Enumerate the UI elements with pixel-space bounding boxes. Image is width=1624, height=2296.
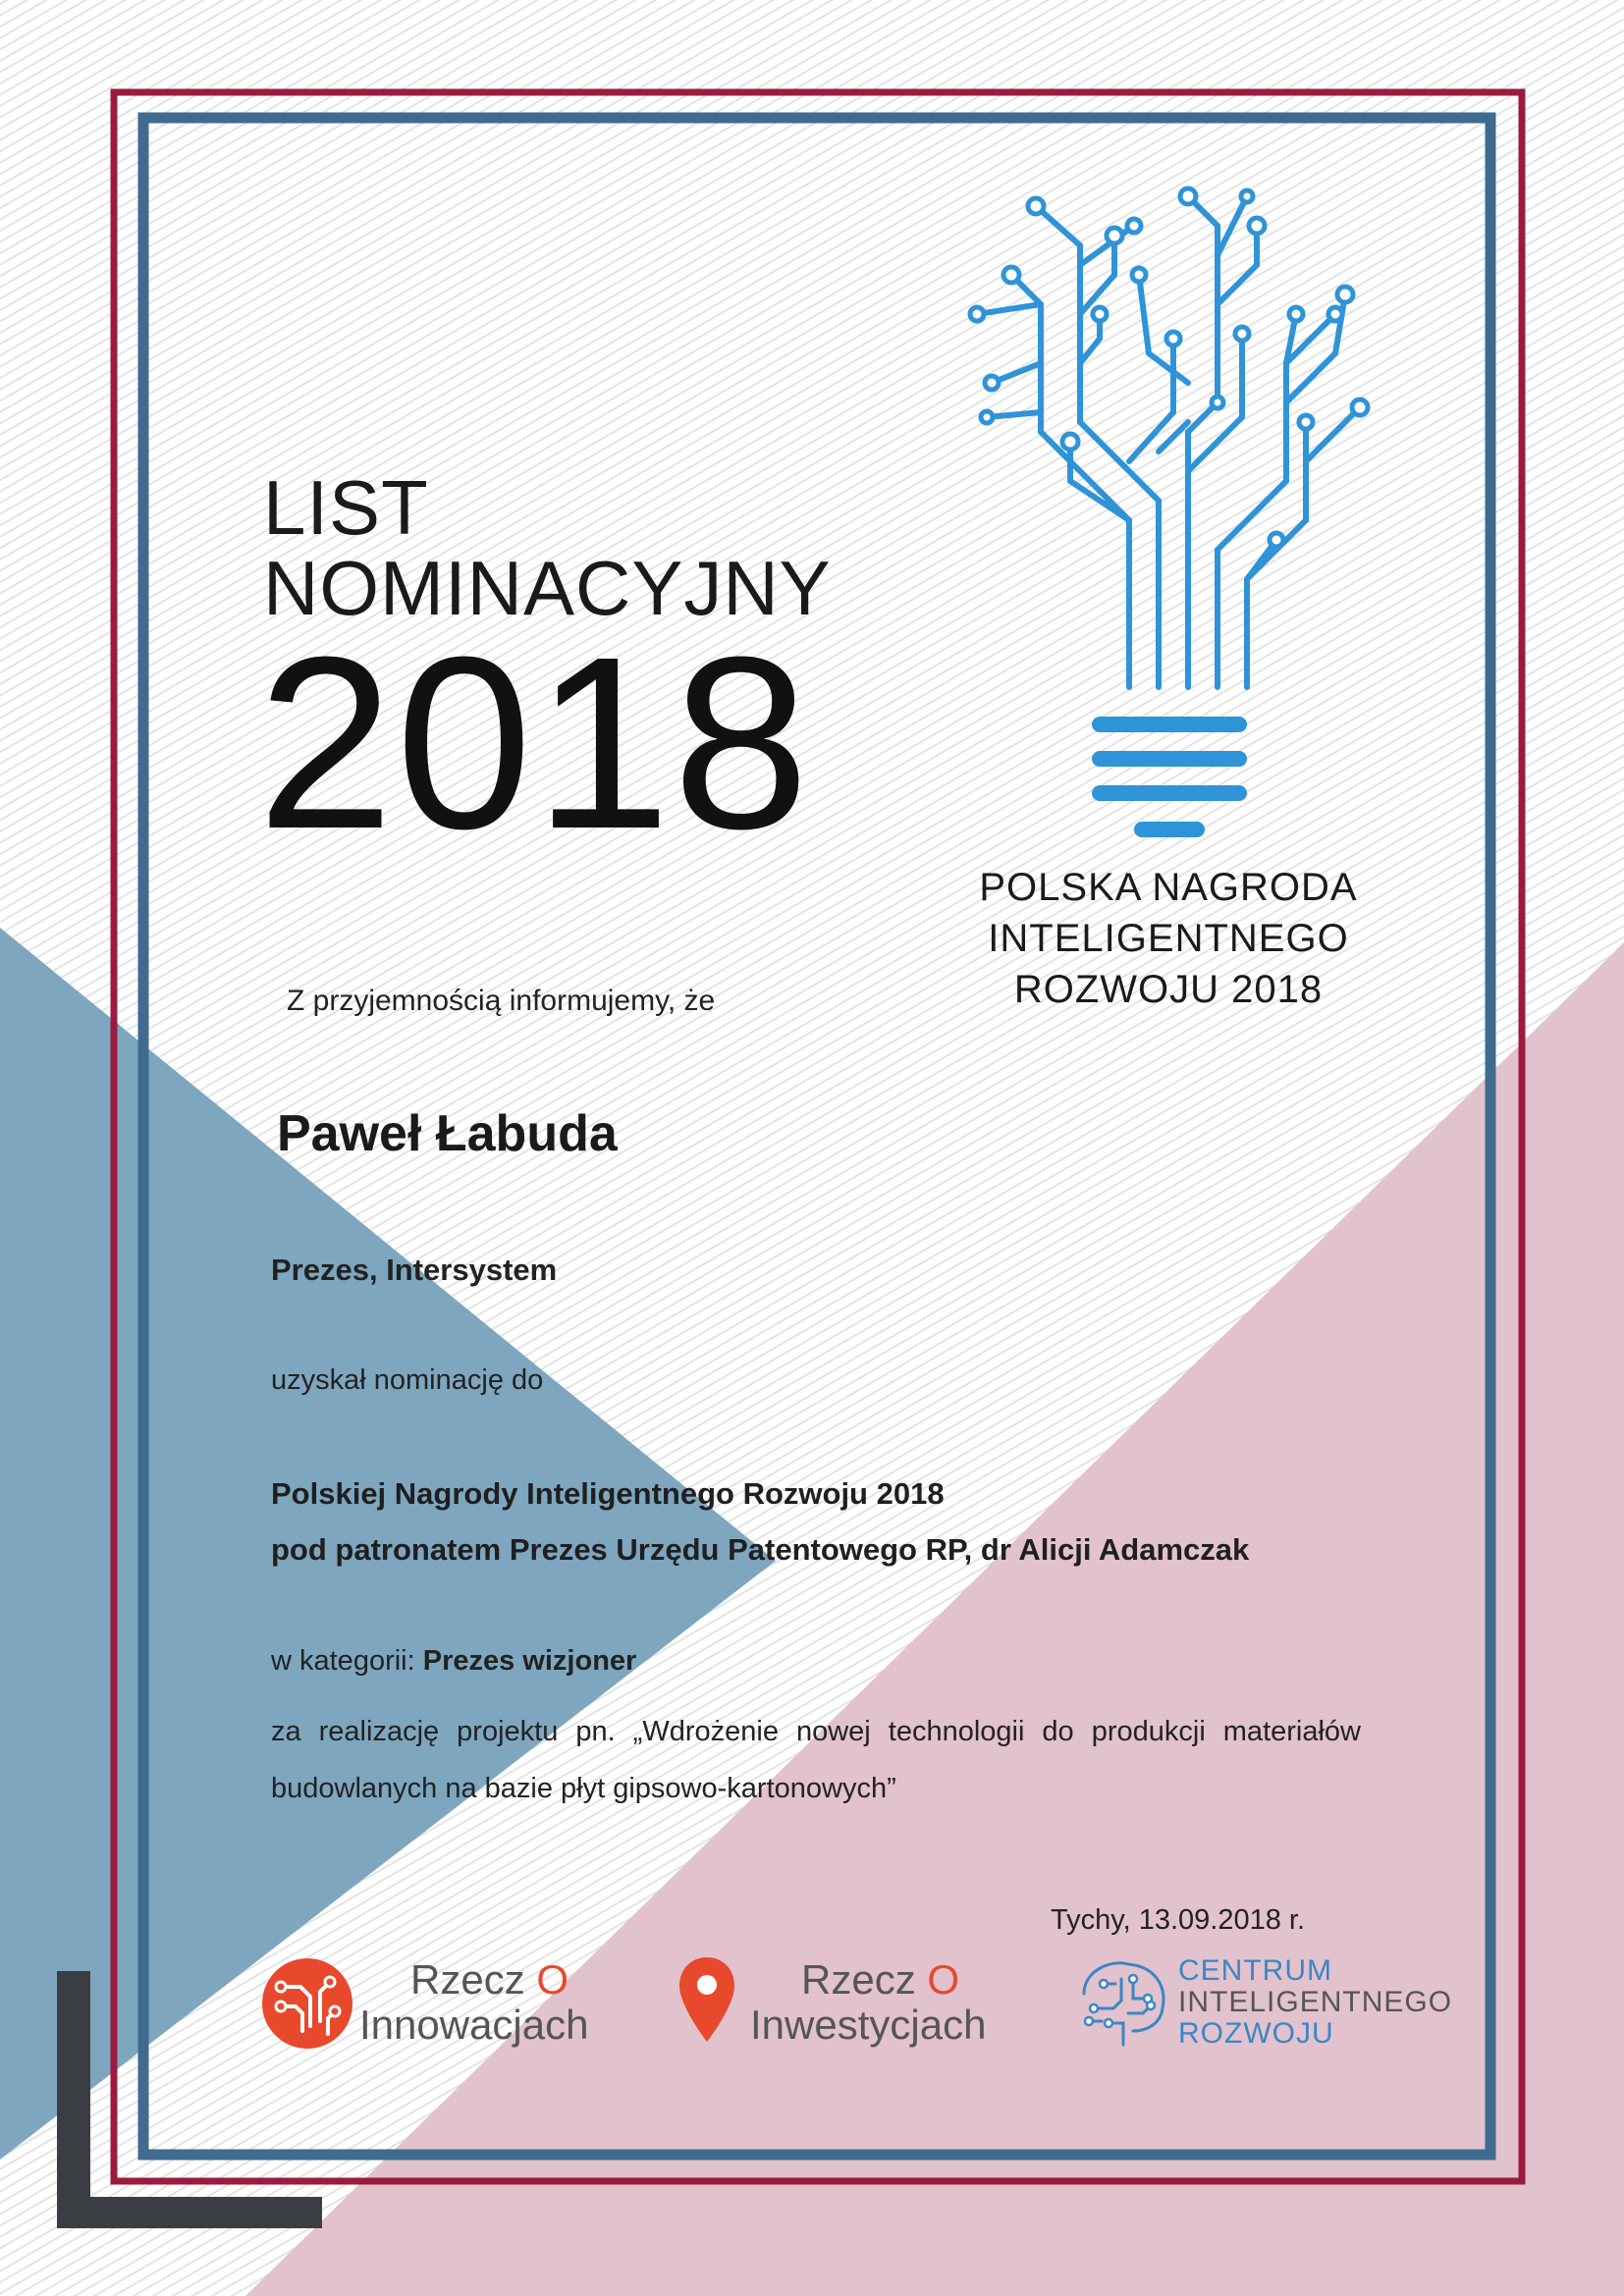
logo1-line2: Innowacjach bbox=[359, 2002, 589, 2048]
logo3-line3: ROZWOJU bbox=[1178, 2017, 1334, 2050]
category-label: w kategorii: bbox=[271, 1645, 415, 1677]
award-name bbox=[884, 862, 1453, 1015]
award-name-line2: INTELIGENTNEGO bbox=[988, 917, 1349, 960]
prize-line-1: Polskiej Nagrody Inteligentnego Rozwoju 2018 bbox=[271, 1476, 945, 1511]
place-date: Tychy, 13.09.2018 r. bbox=[1051, 1904, 1306, 1936]
nomination-line: uzyskał nominację do bbox=[271, 1364, 544, 1396]
logo-rzecz-o-innowacjach bbox=[261, 1955, 634, 2054]
award-name-line1: POLSKA NAGRODA bbox=[979, 866, 1358, 909]
logo1-o: O bbox=[536, 1956, 569, 2002]
brain-circuit-icon bbox=[1074, 1954, 1172, 2049]
logo2-line1 bbox=[801, 1956, 960, 2002]
circuit-circle-icon bbox=[261, 1957, 353, 2050]
title-list: LIST bbox=[263, 464, 429, 551]
logo-rzecz-o-inwestycjach bbox=[674, 1955, 1027, 2054]
category-line bbox=[271, 1645, 636, 1678]
logo3-line1: CENTRUM bbox=[1178, 1954, 1332, 1987]
logo-centrum-inteligentnego-rozwoju bbox=[1074, 1949, 1453, 2056]
logo2-o: O bbox=[927, 1956, 960, 2002]
corner-l-bar-horizontal bbox=[57, 2197, 322, 2228]
logo2-line2: Inwestycjach bbox=[750, 2002, 987, 2048]
award-name-line3: ROZWOJU 2018 bbox=[1013, 968, 1324, 1011]
nominee-name: Paweł Łabuda bbox=[277, 1105, 618, 1162]
logo2-rzecz: Rzecz bbox=[801, 1956, 916, 2002]
project-text: za realizację projektu pn. „Wdrożenie nowej technologii do produkcji materiałów budowlanych na bazie płyt gipsowo-kartonowych” bbox=[271, 1716, 1361, 1804]
corner-l-bar-vertical bbox=[57, 1971, 90, 2228]
prize-line-2: pod patronatem Prezes Urzędu Patentowego RP, dr Alicji Adamczak bbox=[271, 1532, 1250, 1567]
lightbulb-circuit-icon bbox=[962, 167, 1375, 854]
category-value: Prezes wizjoner bbox=[422, 1645, 637, 1677]
map-pin-icon bbox=[677, 1955, 736, 2044]
logo3-line2: INTELIGENTNEGO bbox=[1178, 1986, 1453, 2018]
nominee-role: Prezes, Intersystem bbox=[271, 1253, 558, 1287]
logo1-rzecz: Rzecz bbox=[410, 1956, 525, 2002]
intro-text: Z przyjemnością informujemy, że bbox=[287, 985, 716, 1017]
logo1-line1 bbox=[410, 1956, 569, 2002]
title-year: 2018 bbox=[257, 606, 812, 880]
title-nominacyjny: NOMINACYJNY bbox=[263, 545, 832, 631]
